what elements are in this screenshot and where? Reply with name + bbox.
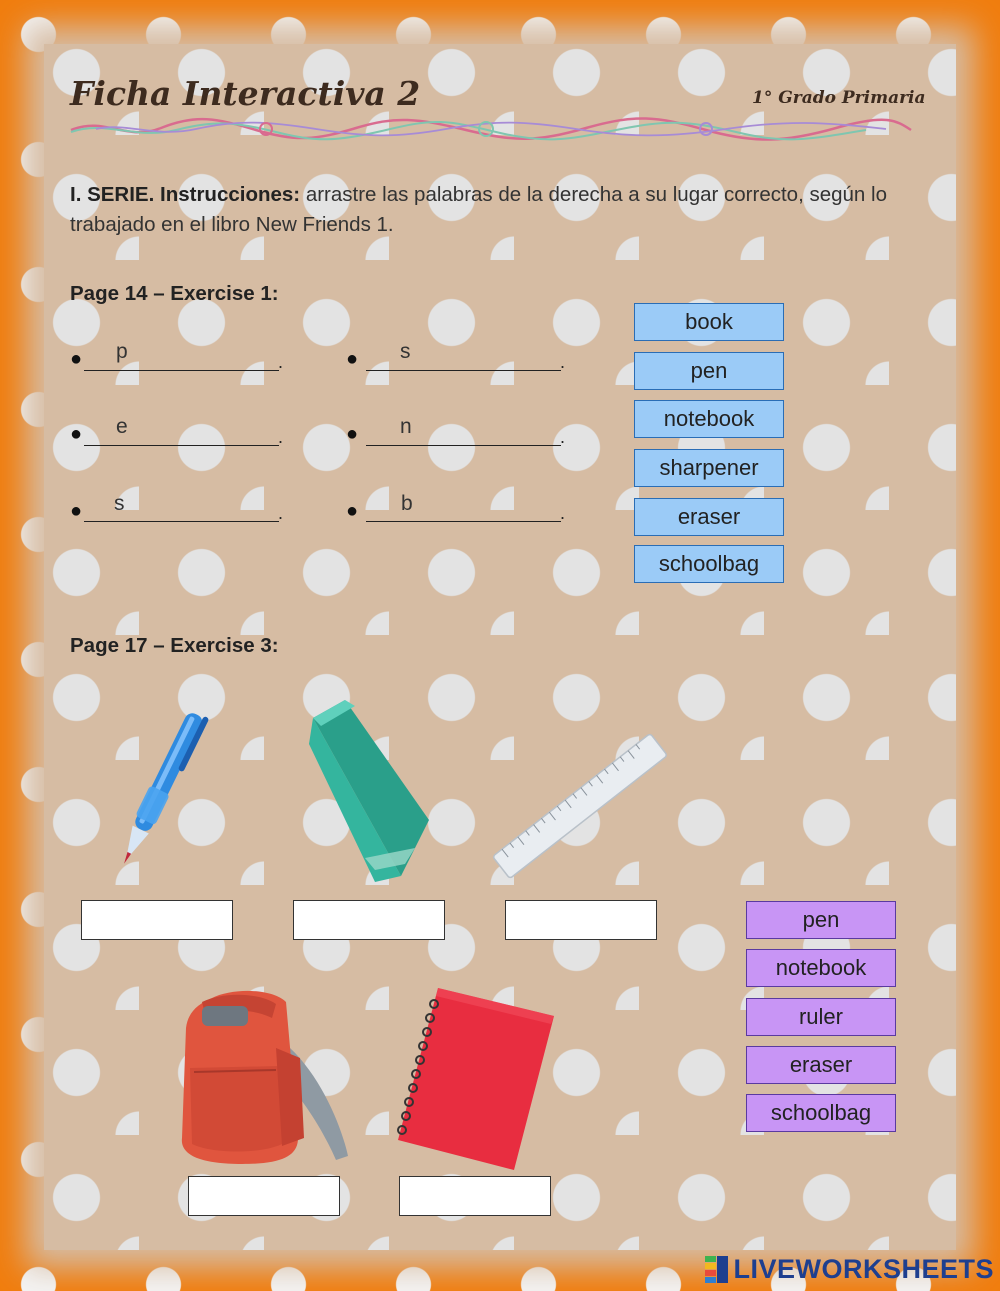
blank-hint: e xyxy=(116,415,128,438)
blank-period: . xyxy=(560,427,566,447)
answer-box-pen[interactable] xyxy=(81,900,233,940)
instructions-text: arrastre las palabras de la derecha a su lugar correcto, según lo trabajado en el libro New Friends 1. xyxy=(70,183,887,236)
blank-3[interactable] xyxy=(70,413,290,453)
blank-4[interactable] xyxy=(346,413,571,453)
blank-hint: p xyxy=(116,340,128,363)
decorative-flourish-divider xyxy=(66,116,916,142)
blank-hint: b xyxy=(401,492,413,515)
blank-line xyxy=(366,370,561,371)
blank-2[interactable] xyxy=(346,338,571,378)
word-tile-pen[interactable]: pen xyxy=(634,352,784,390)
word-tile-pen[interactable]: pen xyxy=(746,901,896,939)
blank-period: . xyxy=(278,503,284,523)
answer-box-notebook[interactable] xyxy=(399,1176,551,1216)
ruler-icon xyxy=(486,726,674,886)
bullet-icon: ● xyxy=(346,348,359,370)
blank-line xyxy=(366,521,561,522)
blank-line xyxy=(84,370,279,371)
blank-hint: n xyxy=(400,415,412,438)
bullet-icon: ● xyxy=(70,500,83,522)
bullet-icon: ● xyxy=(346,423,359,445)
bullet-icon: ● xyxy=(346,500,359,522)
worksheet-title: Ficha Interactiva 2 xyxy=(70,74,421,113)
exercise3-heading: Page 17 – Exercise 3: xyxy=(70,634,279,657)
instructions-lead: I. SERIE. Instrucciones: xyxy=(70,183,301,206)
backpack-icon xyxy=(172,988,354,1170)
word-tile-eraser[interactable]: eraser xyxy=(634,498,784,536)
answer-box-backpack[interactable] xyxy=(188,1176,340,1216)
eraser-icon xyxy=(305,698,437,884)
exercise1-heading: Page 14 – Exercise 1: xyxy=(70,282,279,305)
blank-hint: s xyxy=(400,340,411,363)
blank-period: . xyxy=(560,352,566,372)
blank-line xyxy=(84,445,279,446)
liveworksheets-logo[interactable] xyxy=(705,1254,994,1285)
word-tile-sharpener[interactable]: sharpener xyxy=(634,449,784,487)
blank-5[interactable] xyxy=(70,490,290,530)
blank-6[interactable] xyxy=(346,490,571,530)
word-tile-ruler[interactable]: ruler xyxy=(746,998,896,1036)
bullet-icon: ● xyxy=(70,423,83,445)
blank-period: . xyxy=(560,503,566,523)
word-tile-book[interactable]: book xyxy=(634,303,784,341)
grade-label: 1° Grado Primaria xyxy=(752,88,926,108)
notebook-icon xyxy=(396,984,558,1174)
word-tile-schoolbag[interactable]: schoolbag xyxy=(634,545,784,583)
blank-hint: s xyxy=(114,492,125,515)
blank-line xyxy=(84,521,279,522)
blank-period: . xyxy=(278,352,284,372)
blank-line xyxy=(366,445,561,446)
blank-period: . xyxy=(278,427,284,447)
answer-box-eraser[interactable] xyxy=(293,900,445,940)
word-tile-notebook[interactable]: notebook xyxy=(746,949,896,987)
blank-1[interactable] xyxy=(70,338,290,378)
word-tile-notebook[interactable]: notebook xyxy=(634,400,784,438)
bullet-icon: ● xyxy=(70,348,83,370)
brand-name: LIVEWORKSHEETS xyxy=(733,1254,994,1284)
word-tile-eraser[interactable]: eraser xyxy=(746,1046,896,1084)
answer-box-ruler[interactable] xyxy=(505,900,657,940)
live-badge-icon xyxy=(705,1256,729,1284)
pen-icon xyxy=(105,700,215,880)
word-tile-schoolbag[interactable]: schoolbag xyxy=(746,1094,896,1132)
instructions xyxy=(70,180,940,240)
